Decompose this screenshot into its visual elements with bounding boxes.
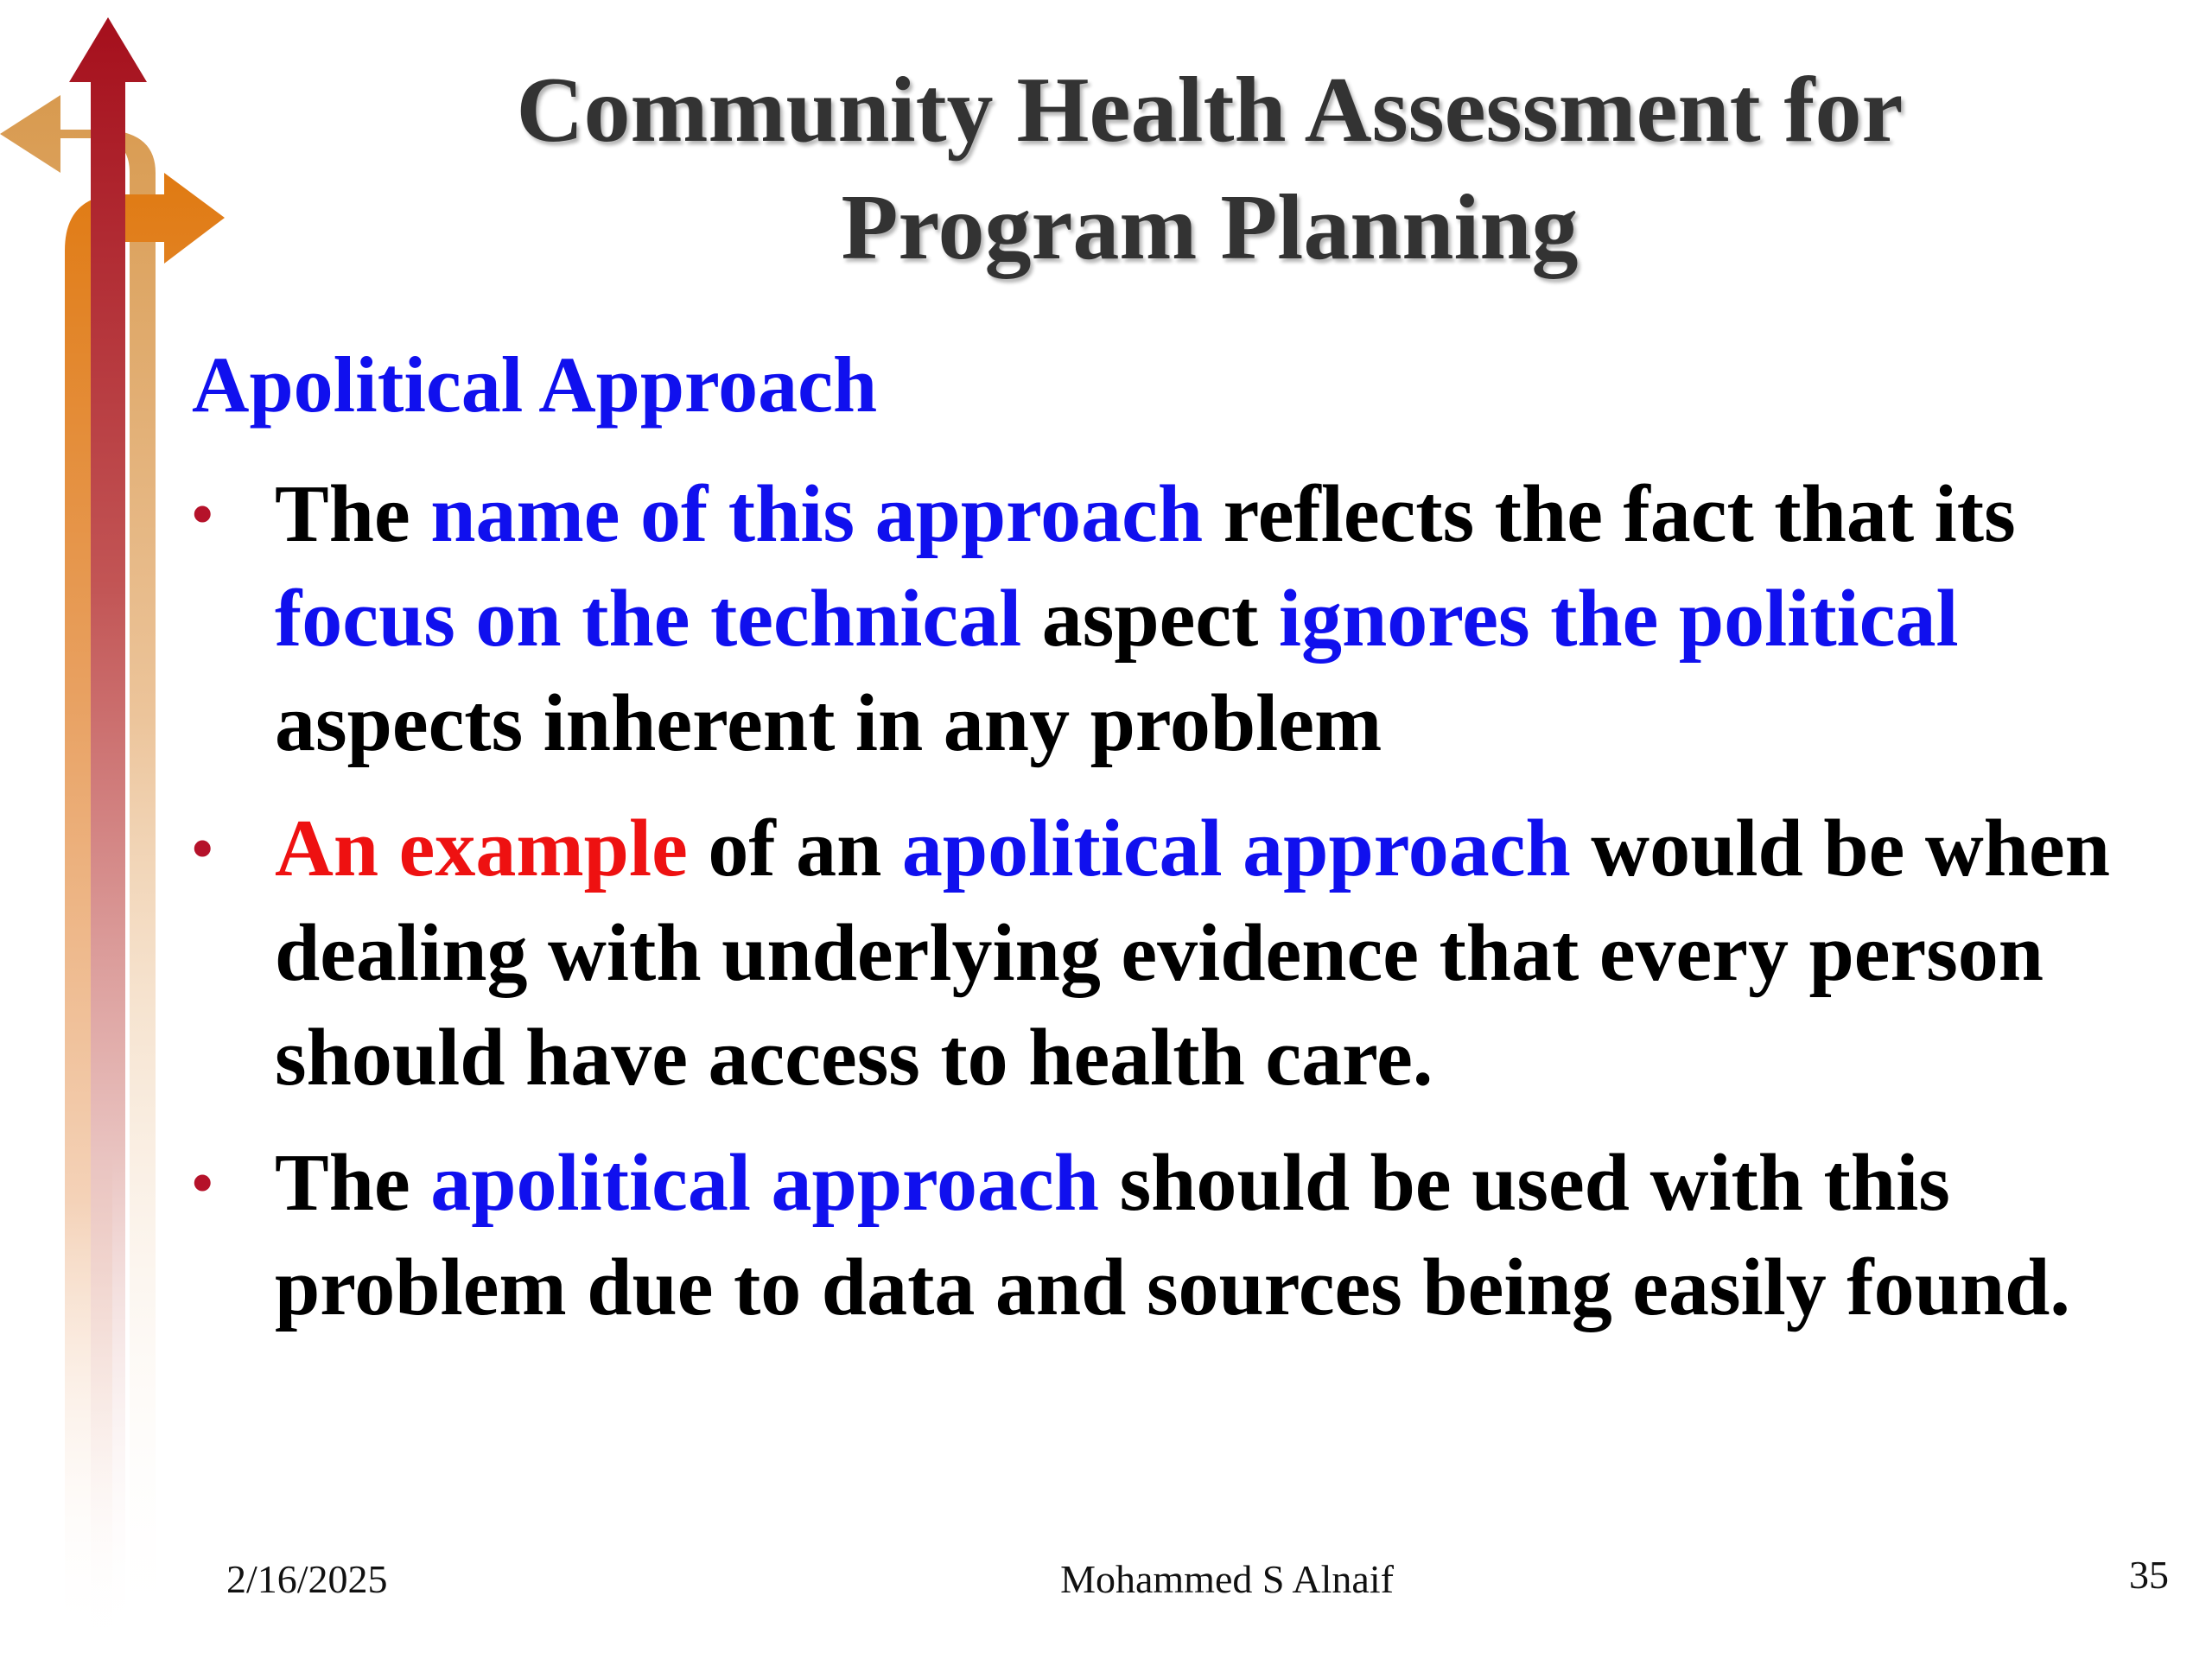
bullet-text-segment: should be used with this problem due to data and sources being easily found.: [275, 1138, 2070, 1332]
slide-title-line-1: Community Health Assessment for: [516, 59, 1904, 162]
slide-number: 35: [2129, 1553, 2169, 1597]
bullet-text-segment: apolitical approach: [901, 804, 1571, 893]
bullet-text-segment: An example: [275, 804, 688, 893]
bullet-text-segment: The: [275, 469, 431, 559]
footer-date: 2/16/2025: [226, 1557, 388, 1601]
bullet-text-segment: name of this approach: [430, 469, 1204, 559]
bullet-item: [192, 462, 2110, 776]
bullet-text-segment: focus on the technical: [275, 574, 1022, 664]
bullet-text-segment: reflects the fact that its: [1203, 469, 2016, 559]
bullet-item: [192, 1131, 2110, 1340]
bullet-marker-icon: •: [192, 816, 213, 882]
bullet-text-segment: aspects inherent in any problem: [275, 678, 1382, 768]
section-heading: Apolitical Approach: [192, 340, 878, 429]
bullet-marker-icon: •: [192, 1150, 213, 1217]
slide-title: [372, 52, 2048, 287]
bullet-text-segment: of an: [687, 804, 902, 893]
bullet-item: [192, 797, 2110, 1110]
bullet-text-segment: aspect: [1021, 574, 1279, 664]
bullet-list: [192, 462, 2110, 1361]
bullet-text-segment: would be when dealing with underlying evidence that every person should have access to health care.: [275, 804, 2110, 1103]
bullet-text-segment: ignores the political: [1278, 574, 1959, 664]
slide-title-line-2: Program Planning: [841, 176, 1579, 279]
footer-author: Mohammed S Alnaif: [1060, 1557, 1394, 1601]
bullet-text-segment: The: [275, 1138, 431, 1228]
bullet-text-segment: apolitical approach: [430, 1138, 1100, 1228]
bullet-marker-icon: •: [192, 481, 213, 548]
